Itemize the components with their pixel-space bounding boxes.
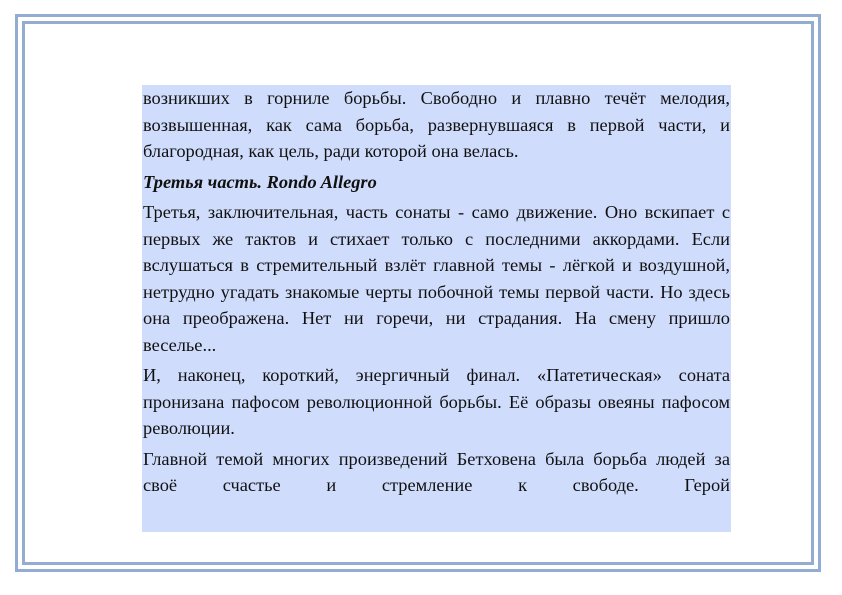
paragraph-2: Третья, заключительная, часть сонаты - само движение. Оно вскипает с первых же тактов и стихает только с последними аккордами. Если вслушаться в стремительный взлёт главной темы - лёгкой и воздушной, нетрудно угадать знакомые черты побочной темы первой части. Но здесь она преображена. Нет ни горечи, ни страдания. На смену пришло веселье... [143, 202, 730, 355]
text-block [142, 85, 731, 532]
paragraph-3: И, наконец, короткий, энергичный финал. «Патетическая» соната пронизана пафосом революционной борьбы. Её образы овеяны пафосом революции. [143, 365, 730, 438]
paragraph-1: возникших в горниле борьбы. Свободно и плавно течёт мелодия, возвышенная, как сама борьба, развернувшаяся в первой части, и благородная, как цель, ради которой она велась. [143, 88, 730, 161]
paragraph-4: Главной темой многих произведений Бетховена была борьба людей за своё счастье и стремление к свободе. Герой [143, 448, 730, 495]
section-heading: Третья часть. Rondo Allegro [143, 171, 377, 192]
